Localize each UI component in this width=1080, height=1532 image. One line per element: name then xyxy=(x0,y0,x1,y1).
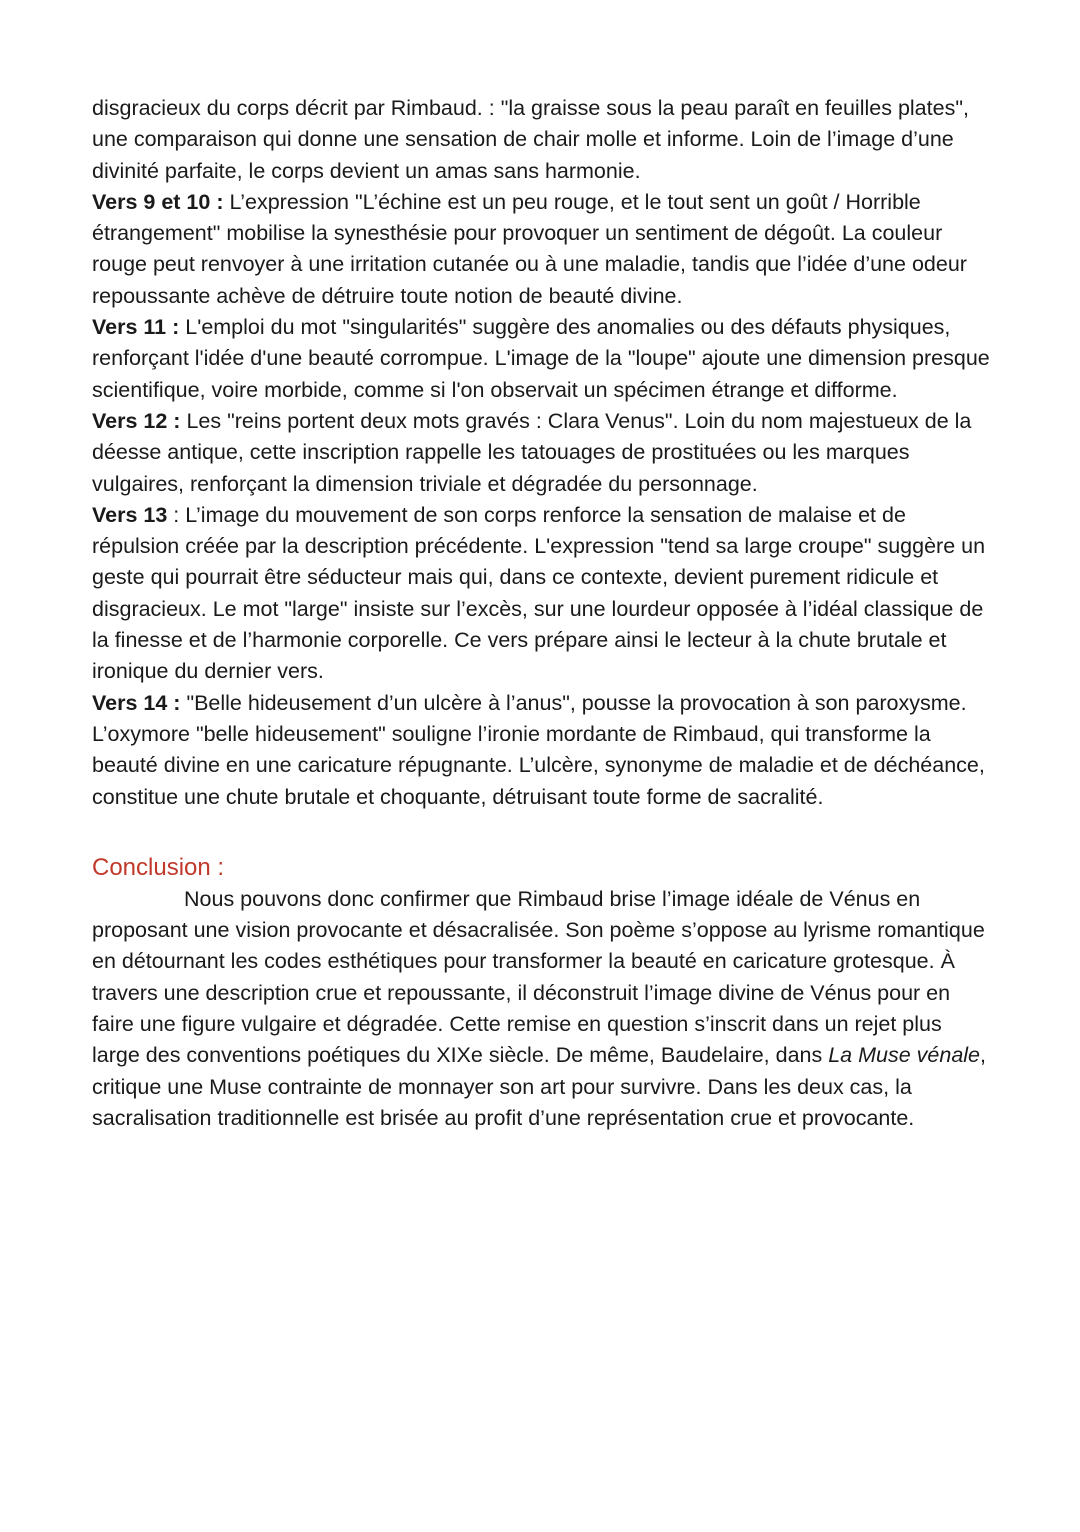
verse-label: Vers 11 : xyxy=(92,315,180,340)
verse-paragraph-9-10 xyxy=(92,187,992,312)
conclusion-text-before: Nous pouvons donc confirmer que Rimbaud brise l’image idéale de Vénus en proposant une vision provocante et désacralisée. Son poème s’oppose au lyrisme romantique en détournant les codes esthétiques pour transformer la beauté en caricature grotesque. À travers une description crue et repoussante, il déconstruit l’image divine de Vénus pour en faire une figure vulgaire et dégradée. Cette remise en question s’inscrit dans un rejet plus large des conventions poétiques du XIXe siècle. De même, Baudelaire, dans xyxy=(92,886,985,1068)
intro-paragraph: disgracieux du corps décrit par Rimbaud. : "la graisse sous la peau paraît en feuilles plates", une comparaison qui donne une sensation de chair molle et informe. Loin de l’image d’une divinité parfaite, le corps devient un amas sans harmonie. xyxy=(92,96,969,183)
conclusion-heading: Conclusion : xyxy=(92,853,225,881)
verse-label: Vers 12 : xyxy=(92,408,181,433)
verse-text: "Belle hideusement d’un ulcère à l’anus", pousse la provocation à son paroxysme. L’oxymore "belle hideusement" souligne l’ironie mordante de Rimbaud, qui transforme la beauté divine en une caricature répugnante. L’ulcère, synonyme de maladie et de déchéance, constitue une chute brutale et choquante, détruisant toute forme de sacralité. xyxy=(92,690,985,809)
cited-title: La Muse vénale xyxy=(828,1043,981,1068)
verse-text: L’expression "L’échine est un peu rouge, et le tout sent un goût / Horrible étrangement" mobilise la synesthésie pour provoquer un sentiment de dégoût. La couleur rouge peut renvoyer à une irritation cutanée ou à une maladie, tandis que l’idée d’une odeur repoussante achève de détruire toute notion de beauté divine. xyxy=(92,189,967,308)
verse-paragraph-11 xyxy=(92,312,992,406)
document-page xyxy=(92,93,992,1134)
conclusion-paragraph xyxy=(92,884,992,1134)
verse-paragraph-12 xyxy=(92,406,992,500)
verse-text: L'emploi du mot "singularités" suggère des anomalies ou des défauts physiques, renforçant l'idée d'une beauté corrompue. L'image de la "loupe" ajoute une dimension presque scientifique, voire morbide, comme si l'on observait un spécimen étrange et difforme. xyxy=(92,315,990,402)
verse-label: Vers 13 xyxy=(92,502,168,527)
verse-text: : L’image du mouvement de son corps renforce la sensation de malaise et de répulsion créée par la description précédente. L'expression "tend sa large croupe" suggère un geste qui pourrait être séducteur mais qui, dans ce contexte, devient purement ridicule et disgracieux. Le mot "large" insiste sur l’excès, sur une lourdeur opposée à l’idéal classique de la finesse et de l’harmonie corporelle. Ce vers prépare ainsi le lecteur à la chute brutale et ironique du dernier vers. xyxy=(92,502,986,684)
conclusion-text-after: , critique une Muse contrainte de monnayer son art pour survivre. Dans les deux cas, la sacralisation traditionnelle est brisée au profit d’une représentation crue et provocante. xyxy=(92,1043,986,1130)
verse-paragraph-14 xyxy=(92,688,992,813)
verse-label: Vers 9 et 10 : xyxy=(92,189,224,214)
verse-paragraph-13 xyxy=(92,500,992,688)
verse-text: Les "reins portent deux mots gravés : Clara Venus". Loin du nom majestueux de la déesse antique, cette inscription rappelle les tatouages de prostituées ou les marques vulgaires, renforçant la dimension triviale et dégradée du personnage. xyxy=(92,408,972,496)
verse-label: Vers 14 : xyxy=(92,690,181,715)
